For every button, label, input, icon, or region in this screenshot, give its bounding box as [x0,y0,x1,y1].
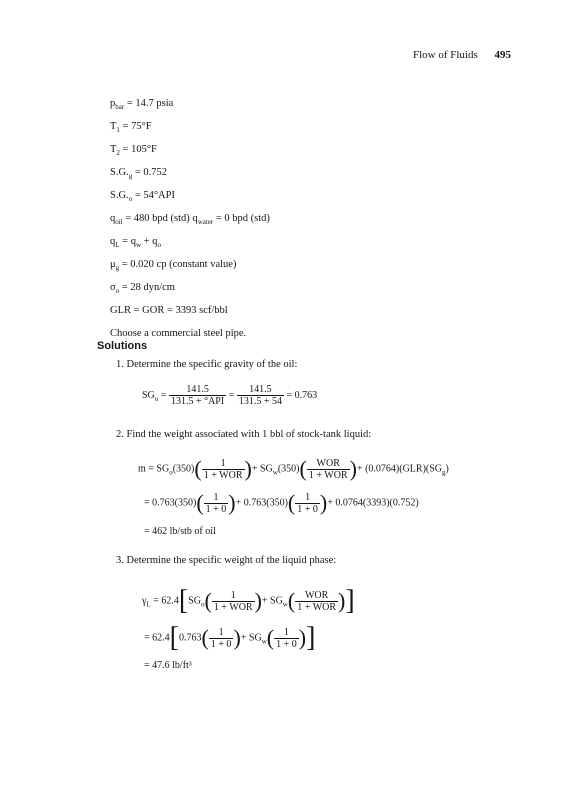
gamma-result: = 47.6 lb/ft³ [144,660,192,671]
equation-m: $m = SG_o(350)$( $\frac{1}{\text{1 + WOR}}$ )+ $SG_w(350)$( $\frac{\text{WOR}}{\text{1 + WOR}}$ )+ $(0.0764)(GLR)(SG_g)$ [138,456,449,481]
equation-gamma: $\gamma_L = 62.4[SG_o$( $\frac{1}{\text{1 + WOR}}$ )+ $SG_w$( $\frac{\text{WOR}}{\text{1 + WOR}}$ )] [142,585,355,616]
given-line: $T_2 = 105^\circ F$ [110,144,157,158]
page-number: 495 [494,49,511,61]
given-line: Choose a commercial steel pipe. [110,328,247,339]
given-line: $q_{oil} = 480$ bpd (std) $q_{water} = 0$ bpd (std) [110,213,270,227]
given-line: $p_{bar} = 14.7$ psia [110,98,174,112]
equation-m-sub: = 0.763(350)( $\frac{1}{1 + 0}$ )+ 0.763(350)( $\frac{1}{1 + 0}$ )+ 0.0764(3393)(0.752) [144,490,419,515]
given-line: $\mu_g = 0.020$ cp (constant value) [110,259,237,273]
equation-sg: $SG_o$ = $\frac{141.5}{\text{131.5 + °API}}$ = $\frac{141.5}{131.5 + 54}$ = 0.763 [142,384,318,407]
solutions-heading: Solutions [97,340,148,352]
step-3: 3. Determine the specific weight of the liquid phase: [116,555,337,566]
sg-result: = 0.763 [286,389,318,401]
given-line: $\sigma_o = 28$ dyn/cm [110,282,175,296]
given-line: $T_1 = 75^\circ F$ [110,121,152,135]
step-1: 1. Determine the specific gravity of the oil: [116,359,298,370]
page-header [413,49,511,61]
step-2: 2. Find the weight associated with 1 bbl of stock-tank liquid: [116,429,372,440]
given-line: $S.G._o = 54^\circ API$ [110,190,175,204]
given-data-list [110,92,270,345]
m-result: = 462 lb/stb of oil [144,526,216,537]
given-line: $q_L = q_w + q_o$ [110,236,161,250]
equation-gamma-sub: = 62.4[0.763( $\frac{1}{1 + 0}$ )+ $SG_w$( $\frac{1}{1 + 0}$ )] [144,622,316,653]
running-title: Flow of Fluids [412,49,478,61]
given-line: $S.G._g = 0.752$ [110,167,167,181]
given-line: GLR = GOR = 3393 scf/bbl [110,305,228,316]
